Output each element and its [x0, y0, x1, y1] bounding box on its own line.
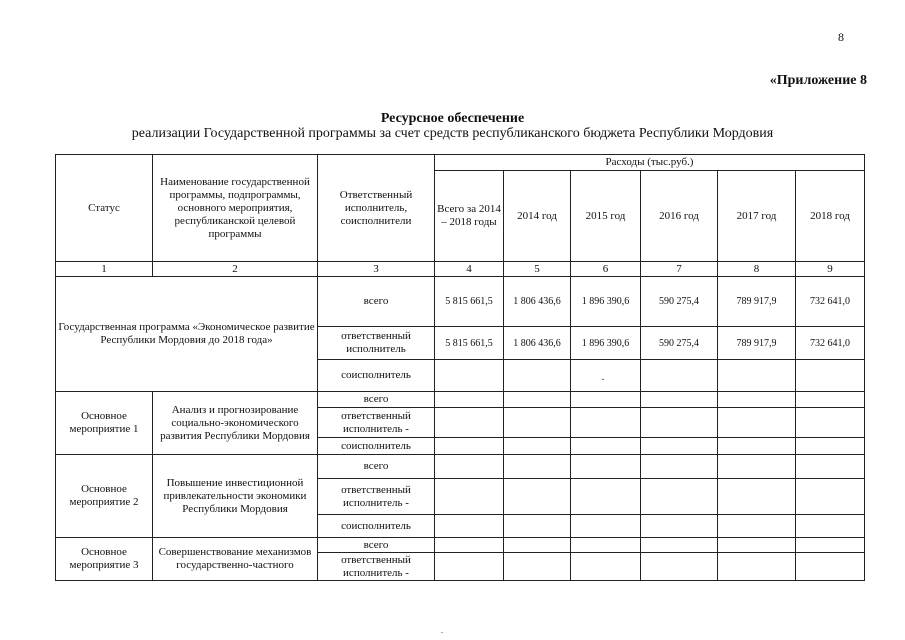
row-label: всего [318, 392, 435, 408]
program-row-total [56, 277, 865, 327]
value-cell: 590 275,4 [641, 277, 718, 327]
col-number: 8 [718, 262, 796, 277]
value-cell: 1 896 390,6 [571, 277, 641, 327]
value-cell: 732 641,0 [796, 327, 865, 360]
value-cell: 789 917,9 [718, 277, 796, 327]
value-cell: 1 806 436,6 [504, 277, 571, 327]
column-numbers-row [56, 262, 865, 277]
header-name: Наименование государственной программы, подпрограммы, основного мероприятия, республиканской целевой программы [153, 155, 318, 262]
measure-name: Совершенствование механизмов государственно-частного [153, 538, 318, 581]
row-label: соисполнитель [318, 515, 435, 538]
header-status: Статус [56, 155, 153, 262]
row-label: соисполнитель [318, 438, 435, 455]
stray-dot-mark: · [601, 372, 605, 386]
row-label: всего [318, 538, 435, 553]
header-expenses: Расходы (тыс.руб.) [435, 155, 865, 171]
measure-status: Основное мероприятие 2 [56, 455, 153, 538]
page-number: 8 [838, 30, 844, 44]
row-label: ответственный исполнитель - [318, 553, 435, 581]
header-2017: 2017 год [718, 171, 796, 262]
value-cell: 5 815 661,5 [435, 327, 504, 360]
document-title: Ресурсное обеспечение [380, 111, 525, 126]
program-name: Государственная программа «Экономическое развитие Республики Мордовия до 2018 года» [56, 277, 318, 392]
header-executor: Ответственный исполнитель, соисполнители [318, 155, 435, 262]
row-label: ответственный исполнитель [318, 327, 435, 360]
document-subtitle: реализации Государственной программы за счет средств республиканского бюджета Республики Мордовия [131, 126, 774, 141]
col-number: 2 [153, 262, 318, 277]
measure-status: Основное мероприятие 3 [56, 538, 153, 581]
stray-bottom-dot-mark: . [441, 626, 443, 635]
header-2015: 2015 год [571, 171, 641, 262]
header-2014: 2014 год [504, 171, 571, 262]
value-cell: 1 896 390,6 [571, 327, 641, 360]
value-cell: 789 917,9 [718, 327, 796, 360]
row-label: ответственный исполнитель - [318, 408, 435, 438]
row-label: всего [318, 455, 435, 479]
col-number: 9 [796, 262, 865, 277]
header-total: Всего за 2014 – 2018 годы [435, 171, 504, 262]
value-cell: 732 641,0 [796, 277, 865, 327]
measure-2-row [56, 455, 865, 479]
measure-status: Основное мероприятие 1 [56, 392, 153, 455]
row-label: ответственный исполнитель - [318, 479, 435, 515]
measure-3-row [56, 538, 865, 553]
row-label: соисполнитель [318, 360, 435, 392]
col-number: 4 [435, 262, 504, 277]
appendix-label: «Приложение 8 [769, 73, 867, 88]
header-2016: 2016 год [641, 171, 718, 262]
resource-table [55, 154, 865, 581]
col-number: 1 [56, 262, 153, 277]
value-cell: 1 806 436,6 [504, 327, 571, 360]
measure-name: Повышение инвестиционной привлекательности экономики Республики Мордовия [153, 455, 318, 538]
measure-1-row [56, 392, 865, 408]
col-number: 6 [571, 262, 641, 277]
measure-name: Анализ и прогнозирование социально-экономического развития Республики Мордовия [153, 392, 318, 455]
col-number: 3 [318, 262, 435, 277]
value-cell: 5 815 661,5 [435, 277, 504, 327]
value-cell: 590 275,4 [641, 327, 718, 360]
row-label: всего [318, 277, 435, 327]
col-number: 7 [641, 262, 718, 277]
col-number: 5 [504, 262, 571, 277]
header-2018: 2018 год [796, 171, 865, 262]
